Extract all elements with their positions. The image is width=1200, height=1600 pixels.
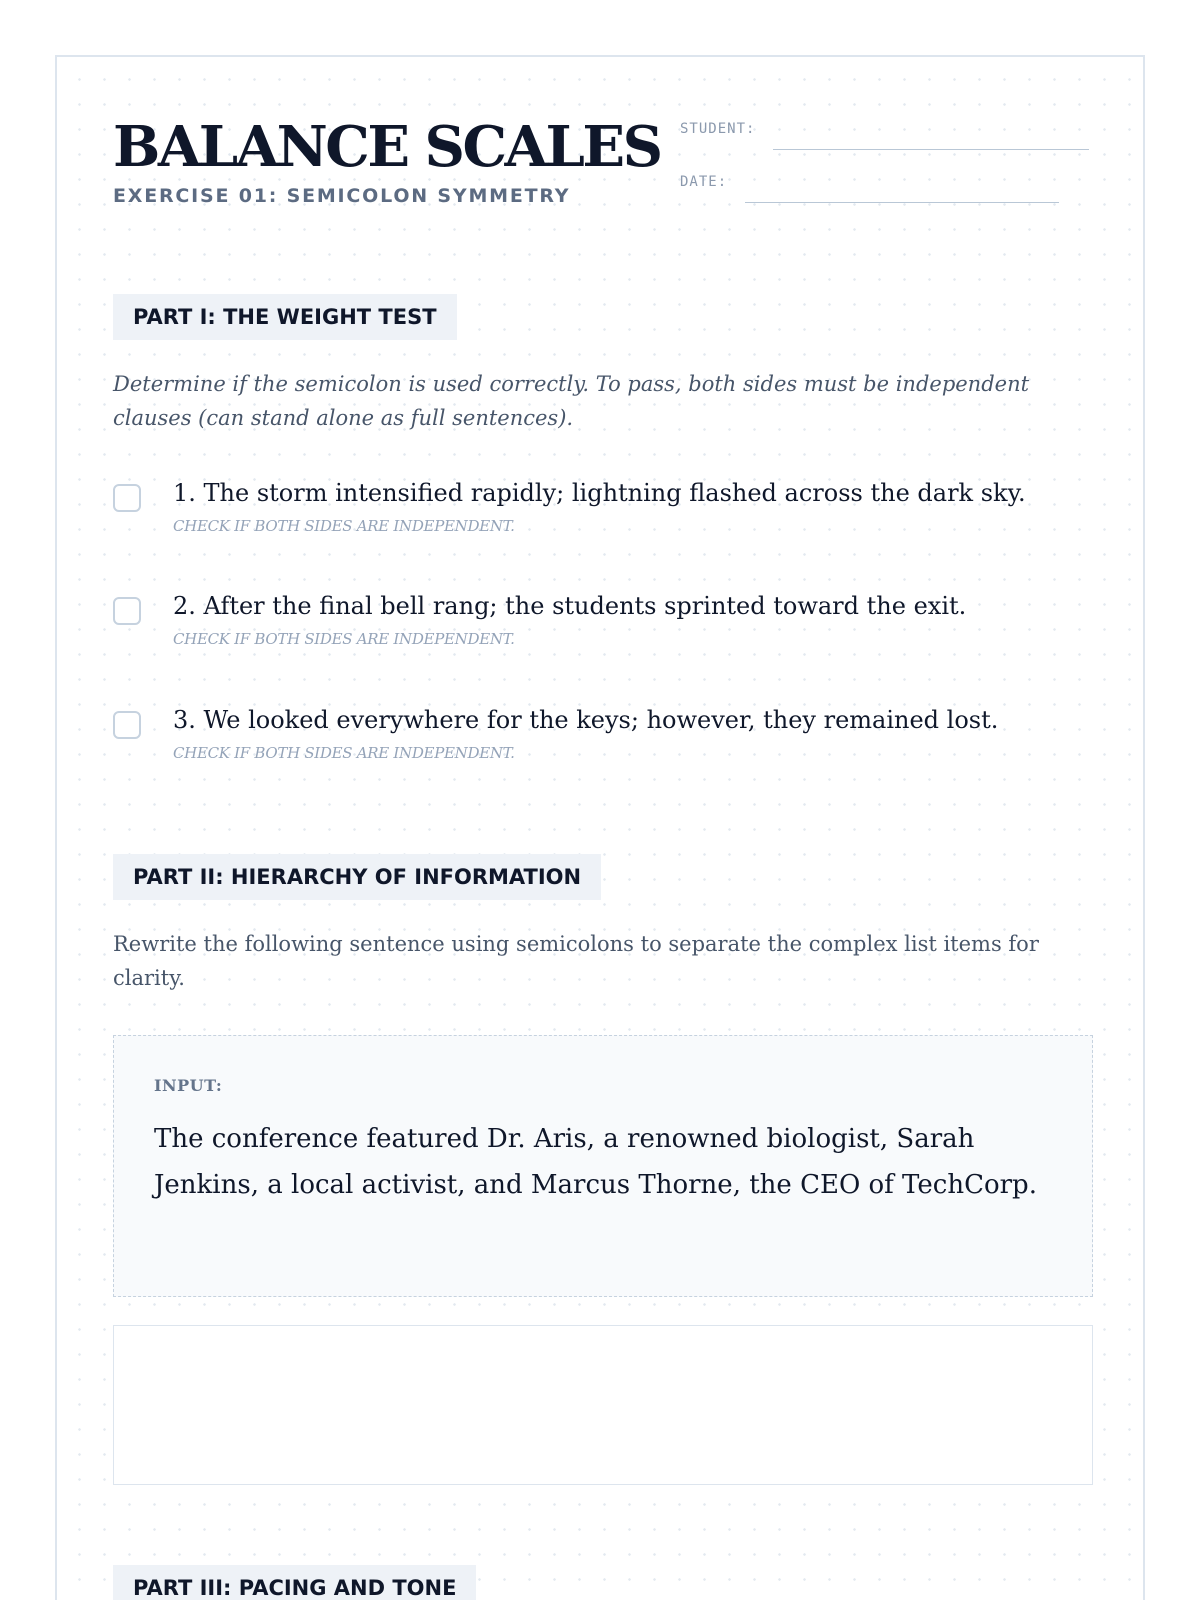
part-3-heading: PART III: PACING AND TONE	[113, 1565, 476, 1600]
question-3-text: 3. We looked everywhere for the keys; however, they remained lost.	[173, 706, 999, 734]
question-item	[113, 475, 1103, 555]
question-2-text: 2. After the final bell rang; the students sprinted toward the exit.	[173, 592, 967, 620]
question-item	[113, 702, 1103, 782]
student-name-field[interactable]	[773, 149, 1089, 150]
date-field[interactable]	[745, 202, 1059, 203]
rewrite-answer-field[interactable]	[113, 1325, 1093, 1485]
input-label: INPUT:	[154, 1076, 223, 1095]
question-item	[113, 588, 1103, 668]
question-1-text: 1. The storm intensified rapidly; lightning flashed across the dark sky.	[173, 479, 1026, 507]
question-2-checkbox[interactable]	[113, 597, 141, 625]
input-sentence: The conference featured Dr. Aris, a renowned biologist, Sarah Jenkins, a local activist, and Marcus Thorne, the CEO of TechCorp.	[154, 1124, 1037, 1200]
student-label: STUDENT:	[680, 121, 756, 137]
question-2-hint: CHECK IF BOTH SIDES ARE INDEPENDENT.	[173, 630, 515, 648]
input-sentence-box	[113, 1035, 1093, 1297]
part-1-instructions: Determine if the semicolon is used correctly. To pass, both sides must be independent clauses (can stand alone as full sentences).	[113, 372, 1030, 430]
part-1-heading: PART I: THE WEIGHT TEST	[113, 294, 457, 340]
worksheet-subtitle: EXERCISE 01: SEMICOLON SYMMETRY	[113, 185, 571, 207]
part-2-heading: PART II: HIERARCHY OF INFORMATION	[113, 854, 601, 900]
question-3-hint: CHECK IF BOTH SIDES ARE INDEPENDENT.	[173, 744, 515, 762]
question-1-hint: CHECK IF BOTH SIDES ARE INDEPENDENT.	[173, 517, 515, 535]
date-label: DATE:	[680, 174, 728, 190]
worksheet-page	[55, 55, 1145, 1600]
question-1-checkbox[interactable]	[113, 484, 141, 512]
part-2-instructions: Rewrite the following sentence using semicolons to separate the complex list items for clarity.	[113, 932, 1039, 990]
worksheet-title: BALANCE SCALES	[113, 114, 661, 180]
question-3-checkbox[interactable]	[113, 711, 141, 739]
